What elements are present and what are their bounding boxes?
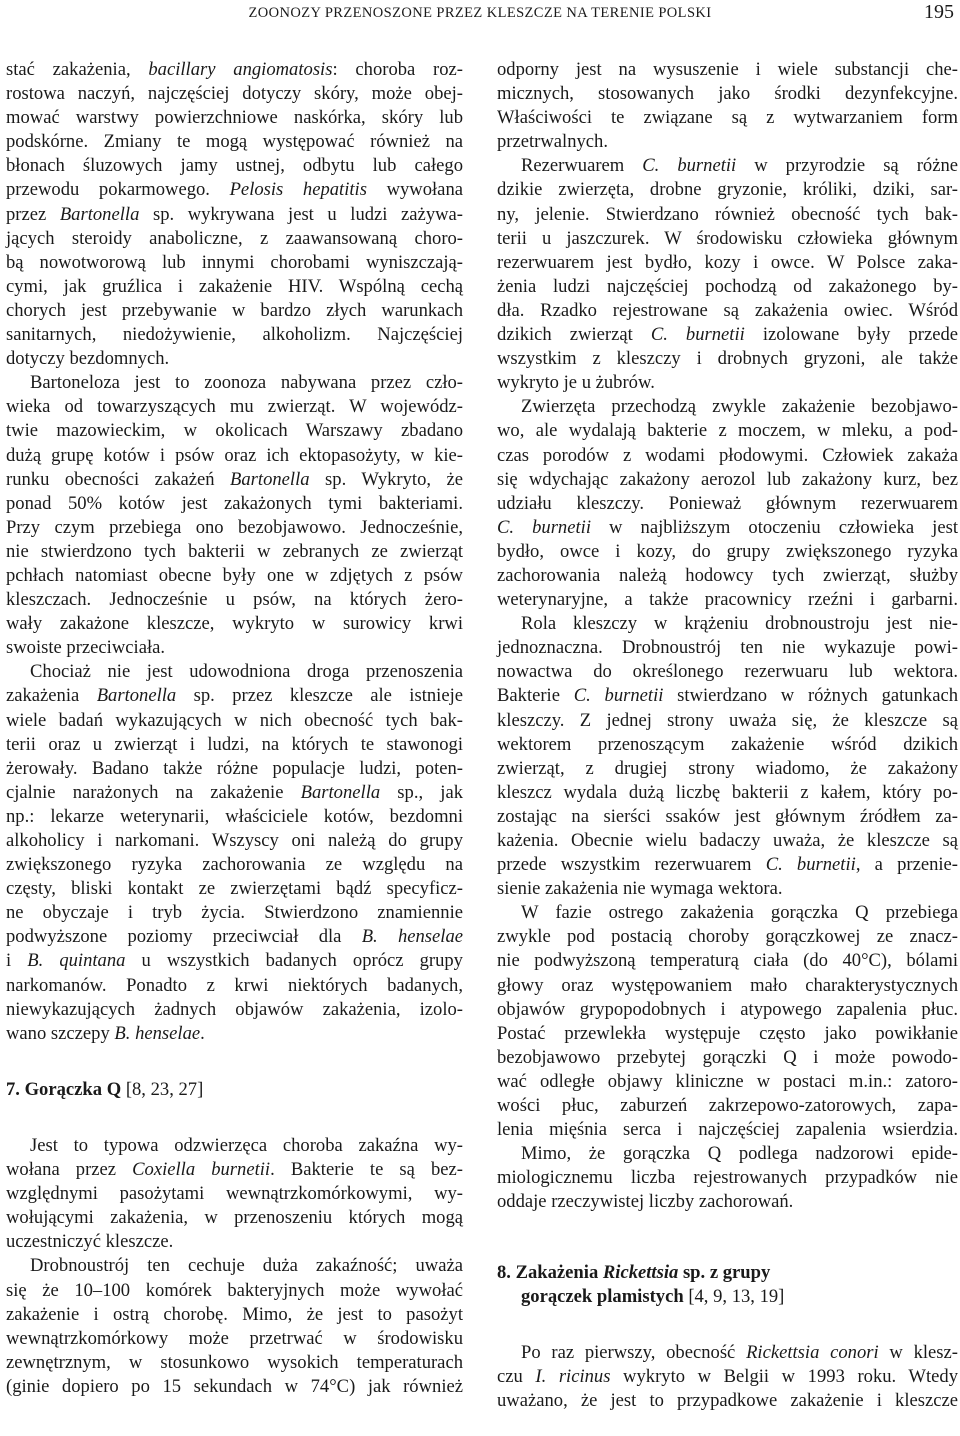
text-line: dużą grupę kotów i psów oraz ich ektopasożyty, w kie-	[6, 444, 463, 466]
text-line: sanitarnych, niedożywienie, alkoholizm. Najczęściej	[6, 324, 463, 346]
left-text-column	[6, 58, 463, 1399]
text-line: terii oraz u zwierząt i ludzi, na których te stawonogi	[6, 733, 463, 755]
text-line: micznych, stosowanych jako środki dezynfekcyjne.	[497, 83, 958, 105]
text-line: rostowa naczyń, najczęściej dotyczy skóry, może obej-	[6, 83, 463, 105]
text-line: objawów grypopodobnych i atypowego zapalenia płuc.	[497, 998, 958, 1020]
text-line: przez Bartonella sp. wykrywana jest u ludzi zażywa-	[6, 203, 463, 225]
section-heading: 7. Gorączka Q [8, 23, 27]	[6, 1078, 204, 1100]
text-line: przewodu pokarmowego. Pelosis hepatitis wywołana	[6, 179, 463, 201]
text-line: sienie zakażenia nie wymaga wektora.	[497, 878, 783, 900]
text-line: narkomanów. Ponadto z krwi niektórych badanych,	[6, 974, 463, 996]
text-line: kleszcz wydala dużą liczbę bakterii z kałem, który po-	[497, 781, 958, 803]
text-line: względnymi pasożytami wewnątrzkomórkowymi, wy-	[6, 1183, 463, 1205]
text-line: uczestniczyć kleszcze.	[6, 1231, 174, 1253]
text-line: dzikich zwierząt C. burnetii izolowane były przede	[497, 324, 958, 346]
section-heading: gorączek plamistych [4, 9, 13, 19]	[521, 1285, 785, 1307]
text-line: kleszczach. Jednocześnie u psów, na których żero-	[6, 589, 463, 611]
text-line: bą nowotworową lub innymi chorobami wyniszczają-	[6, 251, 463, 273]
text-line: nowactwa do określonego rezerwuaru lub wektora.	[497, 661, 958, 683]
text-line: Właściwości te związane są z wytwarzaniem form	[497, 107, 958, 129]
text-line: każenia. Obecnie wielu badaczy uważa, że kleszcze są	[497, 830, 958, 851]
text-line: przede wszystkim rezerwuarem C. burnetii, a przenie-	[497, 854, 958, 876]
text-line: wać odległe objawy kliniczne w postaci m.in.: zatoro-	[497, 1070, 958, 1092]
text-line: się że 10–100 komórek bakteryjnych może wywołać	[6, 1279, 463, 1301]
spacer	[497, 1247, 958, 1261]
text-line: np.: lekarze weterynarii, właściciele kotów, bezdomni	[6, 805, 463, 827]
text-line: twie mazowieckim, w okolicach Warszawy zbadano	[6, 420, 463, 442]
text-line: nie stwierdzono tych bakterii w zebranych ze zwierząt	[6, 540, 463, 562]
text-line: zewnętrznym, w stosunkowo wysokich temperaturach	[6, 1351, 463, 1373]
text-line: terii u jaszczurek. W środowisku człowieka głównym	[497, 227, 958, 249]
text-line: zachorowania należą hodowcy tych zwierząt, służby	[497, 564, 958, 586]
text-line: Postać przewlekła występuje często jako powikłanie	[497, 1022, 958, 1044]
text-line: głowy oraz występowaniem mało charakterystycznych	[497, 974, 958, 996]
text-line: pchłach natomiast obecne były one w zdjętych z psów	[6, 564, 463, 586]
text-line: ne obyczaje i tryb życia. Stwierdzono znamiennie	[6, 902, 463, 924]
text-line: Zwierzęta przechodzą zwykle zakażenie bezobjawo-	[521, 396, 958, 418]
text-line: Bakterie C. burnetii stwierdzano w różnych gatunkach	[497, 685, 958, 707]
text-line: wieka od towarzyszących mu zwierząt. W wojewódz-	[6, 396, 463, 418]
text-line: nie podwyższoną temperaturą ciała (do 40°C), bólami	[497, 950, 958, 972]
text-line: wołana przez Coxiella burnetii. Bakterie te są bez-	[6, 1159, 463, 1181]
text-line: żenia ludzi najczęściej pochodzą od zakażonego by-	[497, 275, 958, 297]
text-line: podwyższone poziomy przeciwciał dla B. henselae	[6, 926, 463, 948]
text-line: Jest to typowa odzwierzęca choroba zakaźna wy-	[30, 1134, 463, 1156]
spacer	[497, 1215, 958, 1247]
page-header	[0, 0, 960, 32]
text-line: zwierząt, z drugiej strony wiadomo, że zakażony	[497, 757, 958, 779]
text-line: cymi, jak gruźlica i zakażenie HIV. Wspólną cechą	[6, 275, 463, 297]
text-line: wszystkim z kleszczy i drobnych gryzoni, ale także	[497, 348, 958, 370]
spacer	[6, 1046, 463, 1078]
text-line: zwykle pod postacią choroby gorączkowej ze znacz-	[497, 926, 958, 948]
text-line: bydło, owce i kozy, do grupy zwiększonego ryzyka	[497, 540, 958, 562]
text-line: wości płuc, zaburzeń zakrzepowo-zatorowych, zapa-	[497, 1095, 958, 1117]
text-line: C. burnetii w najbliższym otoczeniu człowieka jest	[497, 516, 958, 538]
text-line: kleszczy. Z jednej strony uważa się, że kleszcze są	[497, 709, 958, 731]
section-heading: 8. Zakażenia Rickettsia sp. z grupy	[497, 1261, 771, 1283]
text-line: W fazie ostrego zakażenia gorączka Q przebiega	[521, 902, 958, 924]
text-line: niewykazujących żadnych objawów zakażenia, izolo-	[6, 998, 463, 1020]
text-line: (ginie dopiero po 15 sekundach w 74°C) jak również	[6, 1375, 463, 1397]
text-line: Mimo, że gorączka Q podlega nadzorowi epide-	[521, 1143, 958, 1165]
text-line: wektorem przenoszącym zakażenie wśród dzikich	[497, 733, 958, 755]
text-line: Przy czym przebiega ono bezobjawowo. Jednocześnie,	[6, 516, 463, 538]
text-line: podskórne. Zmiany te mogą występować również na	[6, 131, 463, 153]
text-line: udziału kleszczy. Ponieważ głównym rezerwuarem	[497, 492, 958, 514]
text-line: wały zakażone kleszcze, wykryto w surowicy krwi	[6, 613, 463, 635]
text-line: bezobjawowo przebytej gorączki Q i może powodo-	[497, 1046, 958, 1068]
text-line: swoiste przeciwciała.	[6, 637, 166, 659]
text-line: żerowały. Badano także różne populacje ludzi, poten-	[6, 757, 463, 779]
text-line: Rola kleszczy w krążeniu drobnoustroju jest nie-	[521, 613, 958, 635]
text-line: dotyczy bezdomnych.	[6, 348, 170, 370]
text-line: chorych jest przebywanie w bardzo złych warunkach	[6, 299, 463, 321]
text-line: Chociaż nie jest udowodniona droga przenoszenia	[30, 661, 463, 683]
spacer	[6, 1102, 463, 1134]
text-line: wiele badań wykazujących w nich obecność tych bak-	[6, 709, 463, 731]
text-line: wo, ale wydalają bakterie z moczem, w mleku, a pod-	[497, 420, 958, 442]
text-line: się wdychając zakażony aerozol lub zakażony kurz, bez	[497, 468, 958, 490]
text-line: Drobnoustrój ten cechuje duża zakaźność; uważa	[30, 1255, 463, 1277]
right-text-column	[497, 58, 958, 1413]
text-line: lenia mięśnia serca i najczęściej zapalenia wsierdzia.	[497, 1119, 958, 1141]
text-line: jednoznaczna. Drobnoustrój ten nie wykazuje powi-	[497, 637, 958, 659]
text-line: stać zakażenia, bacillary angiomatosis: choroba roz-	[6, 59, 463, 80]
text-line: ponad 50% kotów jest zakażonych tymi bakteriami.	[6, 492, 463, 514]
text-line: runku obecności zakażeń Bartonella sp. Wykryto, że	[6, 468, 463, 490]
text-line: częsty, bliski kontakt ze zwierzętami bądź specyficz-	[6, 878, 463, 900]
text-line: wykryto je u żubrów.	[497, 372, 655, 394]
text-line: zwiększonego ryzyka zachorowania ze względu na	[6, 854, 463, 876]
spacer	[497, 1309, 958, 1341]
text-line: błonach śluzowych jamy ustnej, odbytu lub całego	[6, 155, 463, 177]
text-line: uważano, że jest to przypadkowe zakażenie i kleszcze	[497, 1389, 958, 1411]
text-line: cjalnie narażonych na zakażenie Bartonella sp., jak	[6, 781, 463, 803]
text-line: wewnątrzkomórkowy może przetrwać w środowisku	[6, 1327, 463, 1349]
text-line: rezerwuarem jest bydło, kozy i owce. W Polsce zaka-	[497, 251, 958, 273]
running-title: ZOONOZY PRZENOSZONE PRZEZ KLESZCZE NA TERENIE POLSKI	[248, 5, 712, 21]
text-line: mować warstwy powierzchniowe naskórka, skóry lub	[6, 107, 463, 129]
text-line: odporny jest na wysuszenie i wiele substancji che-	[497, 59, 958, 80]
text-line: przetrwalnych.	[497, 131, 608, 153]
text-line: jących steroidy anaboliczne, z zaawansowaną choro-	[6, 227, 463, 249]
text-line: Po raz pierwszy, obecność Rickettsia conori w klesz-	[521, 1341, 958, 1363]
text-line: weterynaryjne, a także pracownicy rzeźni i garbarni.	[497, 589, 958, 611]
text-line: Bartoneloza jest to zoonoza nabywana przez czło-	[30, 372, 463, 394]
text-line: Rezerwuarem C. burnetii w przyrodzie są różne	[521, 155, 958, 177]
text-line: dła. Rzadko rejestrowane są zakażenia owiec. Wśród	[497, 299, 958, 321]
text-line: ny, jelenie. Stwierdzano również obecność tych bak-	[497, 203, 958, 225]
text-line: zakażenia Bartonella sp. przez kleszcze ale istnieje	[6, 685, 463, 707]
text-line: zostając na sierści ssaków jest głównym źródłem za-	[497, 805, 958, 827]
text-line: i B. quintana u wszystkich badanych oprócz grupy	[6, 950, 463, 972]
text-line: zakażenie i ostrą chorobę. Mimo, że jest to pasożyt	[6, 1303, 463, 1325]
text-line: miologicznemu liczba rejestrowanych przypadków nie	[497, 1167, 958, 1189]
text-line: oddaje rzeczywistej liczby zachorowań.	[497, 1191, 794, 1213]
text-line: wołującymi zakażenia, w przenoszeniu których mogą	[6, 1207, 463, 1229]
text-line: dzikie zwierzęta, drobne gryzonie, króliki, dziki, sar-	[497, 179, 958, 201]
text-line: alkoholicy i narkomani. Wszyscy oni należą do grupy	[6, 830, 463, 851]
text-line: czu I. ricinus wykryto w Belgii w 1993 roku. Wtedy	[497, 1365, 958, 1387]
text-line: wano szczepy B. henselae.	[6, 1022, 205, 1044]
text-line: czas porodów z wodami płodowymi. Człowiek zakaża	[497, 444, 958, 466]
page-number: 195	[924, 1, 954, 23]
